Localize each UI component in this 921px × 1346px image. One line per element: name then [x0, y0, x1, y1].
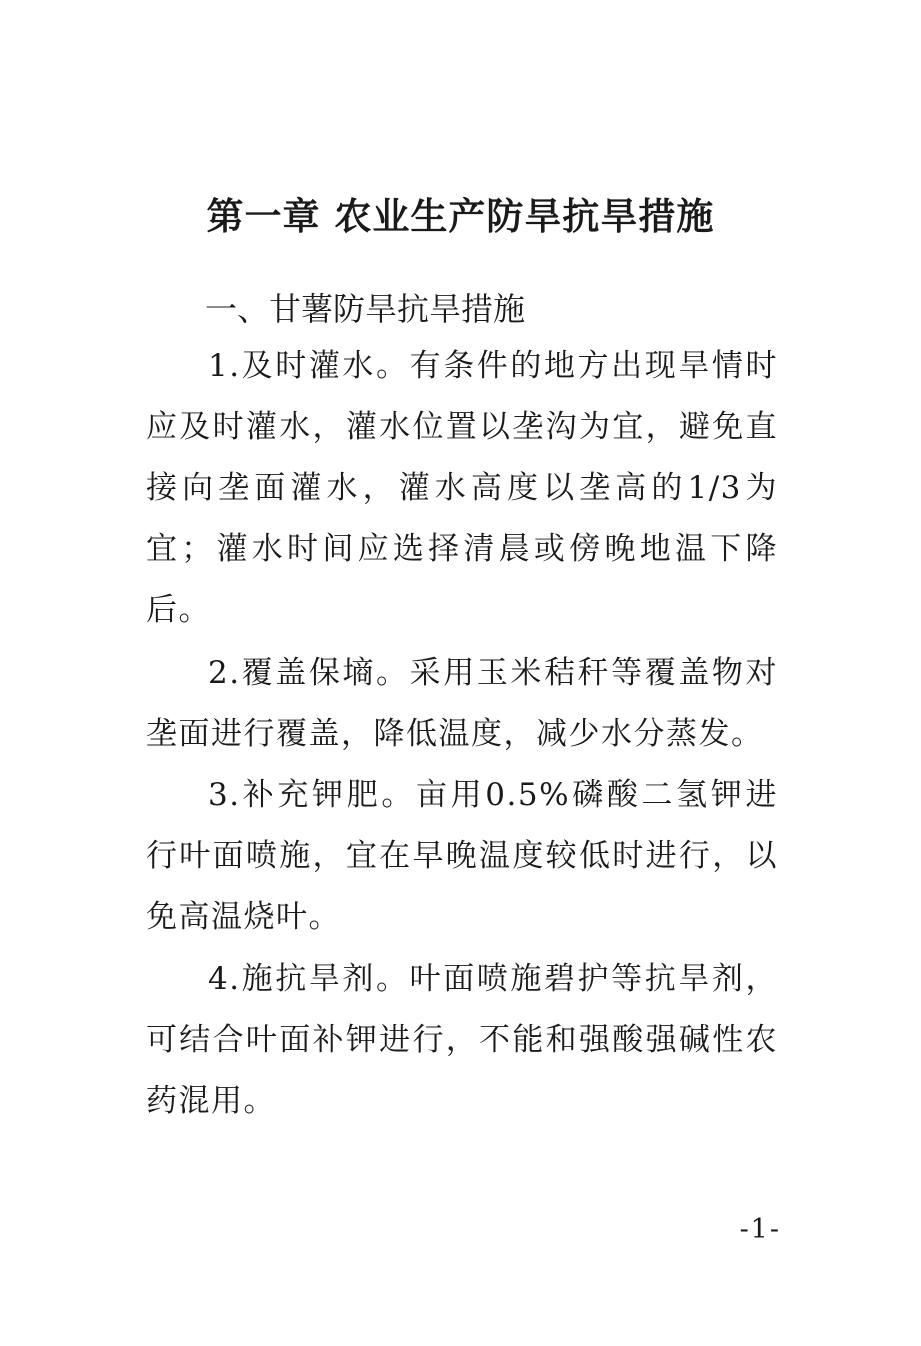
paragraph-antidrought-agent: 4.施抗旱剂。叶面喷施碧护等抗旱剂，可结合叶面补钾进行，不能和强酸强碱性农药混用。	[146, 961, 778, 1119]
paragraph-irrigation: 1.及时灌水。有条件的地方出现旱情时应及时灌水，灌水位置以垄沟为宜，避免直接向垄面灌水，灌水高度以垄高的1/3为宜；灌水时间应选择清晨或傍晚地温下降后。	[146, 348, 778, 628]
paragraph-mulching: 2.覆盖保墒。采用玉米秸秆等覆盖物对垄面进行覆盖，降低温度，减少水分蒸发。	[146, 655, 778, 752]
chapter-title: 第一章 农业生产防旱抗旱措施	[206, 195, 715, 238]
section-heading: 一、甘薯防旱抗旱措施	[205, 290, 526, 328]
page-number: -1-	[739, 1214, 781, 1245]
paragraph-potassium: 3.补充钾肥。亩用0.5%磷酸二氢钾进行叶面喷施，宜在早晚温度较低时进行，以免高温烧叶。	[146, 777, 778, 935]
